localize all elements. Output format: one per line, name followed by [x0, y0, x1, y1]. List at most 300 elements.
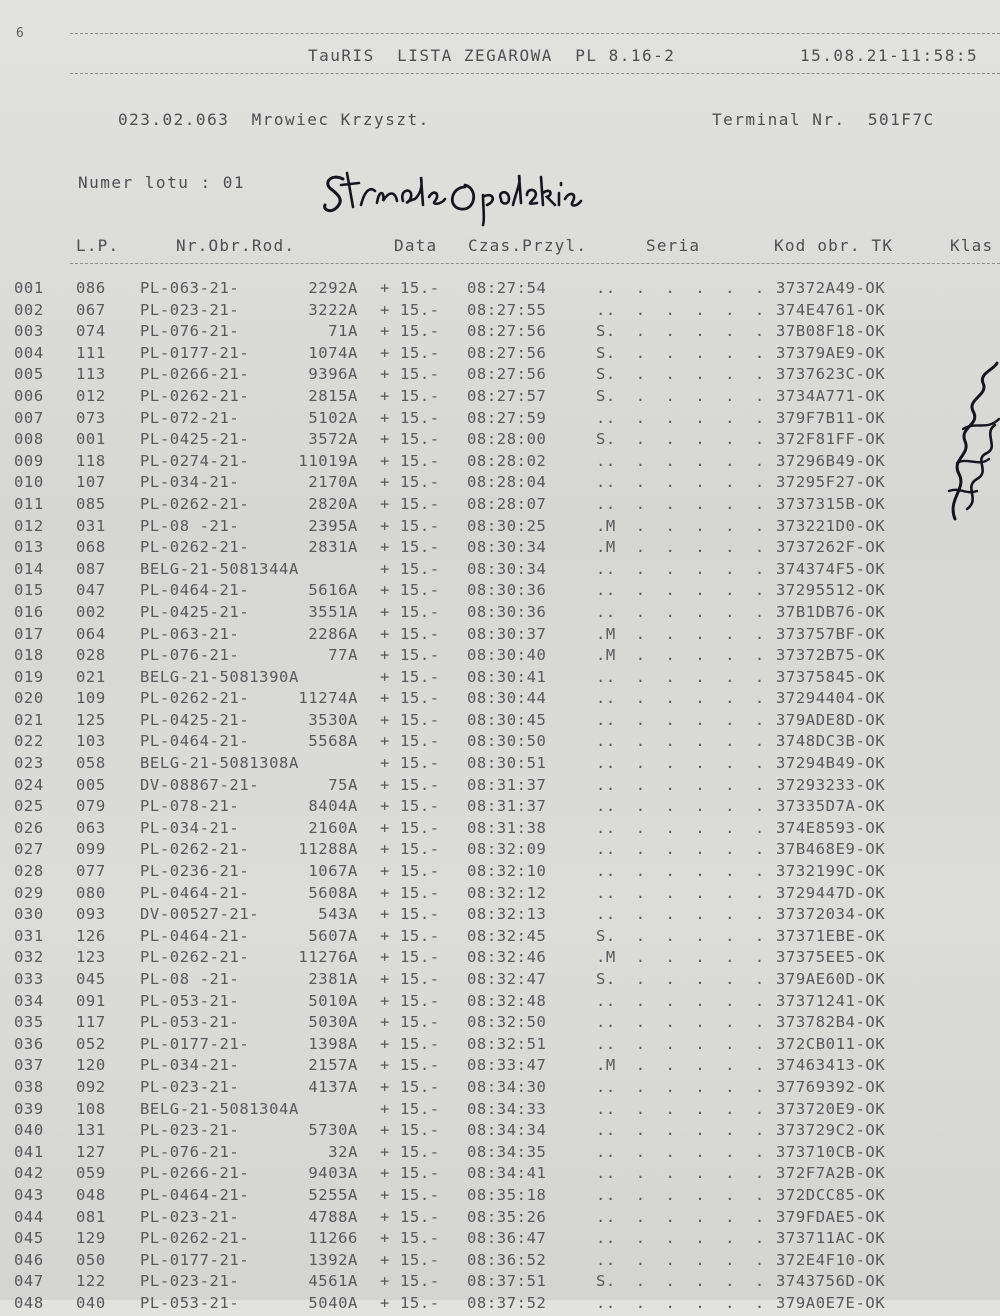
row-series: .. . . . . .	[596, 1034, 765, 1053]
row-plus-mark: +	[380, 1142, 390, 1161]
row-lp: 002	[14, 300, 44, 319]
row-date: 15.-	[400, 559, 440, 578]
table-row	[0, 797, 1000, 819]
table-row	[0, 279, 1000, 301]
row-date: 15.-	[400, 970, 440, 988]
lot-number-label: Numer lotu : 01	[78, 173, 245, 192]
row-ring-number: 5010A	[308, 991, 358, 1010]
row-ring-prefix: PL-0464-21-	[140, 1185, 250, 1204]
row-arrival-time: 08:27:59	[467, 408, 547, 427]
row-ring-number: 2815A	[308, 386, 358, 405]
row-date: 15.-	[400, 1164, 440, 1183]
row-date: 15.-	[400, 602, 440, 621]
row-lp: 007	[14, 408, 44, 427]
row-arrival-time: 08:27:57	[467, 386, 547, 405]
row-lp: 015	[14, 581, 44, 600]
row-series: .M . . . . .	[596, 538, 765, 557]
row-series: S. . . . . .	[596, 343, 765, 362]
column-header-date: Data	[394, 236, 438, 255]
row-plus-mark: +	[380, 646, 390, 665]
row-ring-prefix: PL-034-21-	[140, 473, 240, 492]
row-lp: 020	[14, 689, 44, 708]
row-code: 37295F27-OK	[776, 473, 886, 492]
row-plus-mark: +	[380, 970, 390, 988]
row-lp: 034	[14, 991, 44, 1010]
table-row	[0, 1272, 1000, 1294]
table-row	[0, 1100, 1000, 1122]
row-ring-number: 5607A	[308, 926, 358, 945]
row-lp: 040	[14, 1121, 44, 1140]
row-basket-number: 045	[76, 970, 106, 988]
row-lp: 001	[14, 279, 44, 297]
row-date: 15.-	[400, 926, 440, 945]
row-arrival-time: 08:28:04	[467, 473, 547, 492]
row-ring-number: 2292A	[308, 279, 358, 297]
row-plus-mark: +	[380, 948, 390, 967]
row-ring-number: 5568A	[308, 732, 358, 751]
table-row	[0, 905, 1000, 927]
row-ring-number: 32A	[328, 1142, 358, 1161]
row-date: 15.-	[400, 473, 440, 492]
row-basket-number: 092	[76, 1077, 106, 1096]
table-row	[0, 1143, 1000, 1165]
row-plus-mark: +	[380, 1056, 390, 1075]
row-lp: 028	[14, 862, 44, 881]
table-row	[0, 927, 1000, 949]
row-basket-number: 108	[76, 1099, 106, 1118]
row-ring-prefix: PL-023-21-	[140, 1121, 240, 1140]
row-series: .. . . . . .	[596, 754, 765, 773]
row-plus-mark: +	[380, 1034, 390, 1053]
row-plus-mark: +	[380, 386, 390, 405]
row-code: 37293233-OK	[776, 775, 886, 794]
row-code: 379ADE8D-OK	[776, 710, 886, 729]
row-ring-number: 5040A	[308, 1293, 358, 1312]
row-lp: 041	[14, 1142, 44, 1161]
row-basket-number: 120	[76, 1056, 106, 1075]
row-ring-number: 543A	[318, 905, 358, 924]
row-arrival-time: 08:31:37	[467, 775, 547, 794]
row-date: 15.-	[400, 1056, 440, 1075]
row-arrival-time: 08:30:34	[467, 559, 547, 578]
table-row	[0, 992, 1000, 1014]
row-plus-mark: +	[380, 1207, 390, 1226]
row-plus-mark: +	[380, 1229, 390, 1248]
row-date: 15.-	[400, 1077, 440, 1096]
row-lp: 017	[14, 624, 44, 643]
table-row	[0, 1208, 1000, 1230]
row-ring-prefix: PL-0262-21-	[140, 386, 250, 405]
row-plus-mark: +	[380, 775, 390, 794]
row-lp: 014	[14, 559, 44, 578]
lot-place-handwritten	[296, 148, 571, 208]
row-plus-mark: +	[380, 559, 390, 578]
table-row	[0, 409, 1000, 431]
row-ring-prefix: DV-00527-21-	[140, 905, 260, 924]
row-plus-mark: +	[380, 624, 390, 643]
row-series: .M . . . . .	[596, 624, 765, 643]
row-ring-number: 3551A	[308, 602, 358, 621]
table-row	[0, 301, 1000, 323]
row-series: .. . . . . .	[596, 1121, 765, 1140]
row-arrival-time: 08:34:30	[467, 1077, 547, 1096]
row-ring-prefix: PL-0177-21-	[140, 1250, 250, 1269]
row-plus-mark: +	[380, 991, 390, 1010]
print-datetime: 15.08.21-11:58:5	[800, 46, 979, 65]
row-basket-number: 074	[76, 322, 106, 341]
row-ring-number: 2286A	[308, 624, 358, 643]
row-date: 15.-	[400, 581, 440, 600]
row-series: .. . . . . .	[596, 1207, 765, 1226]
row-ring-prefix: BELG-21-5081344A	[140, 559, 299, 578]
row-date: 15.-	[400, 840, 440, 859]
row-basket-number: 002	[76, 602, 106, 621]
row-date: 15.-	[400, 343, 440, 362]
row-ring-number: 8404A	[308, 797, 358, 816]
row-series: .. . . . . .	[596, 494, 765, 513]
row-series: .. . . . . .	[596, 300, 765, 319]
row-basket-number: 079	[76, 797, 106, 816]
row-arrival-time: 08:32:45	[467, 926, 547, 945]
row-series: .M . . . . .	[596, 646, 765, 665]
row-ring-prefix: PL-053-21-	[140, 991, 240, 1010]
row-ring-prefix: PL-0262-21-	[140, 1229, 250, 1248]
table-row	[0, 1186, 1000, 1208]
table-row	[0, 344, 1000, 366]
row-date: 15.-	[400, 689, 440, 708]
row-plus-mark: +	[380, 516, 390, 535]
row-ring-number: 5030A	[308, 1013, 358, 1032]
row-arrival-time: 08:30:34	[467, 538, 547, 557]
row-code: 37B468E9-OK	[776, 840, 886, 859]
row-arrival-time: 08:30:50	[467, 732, 547, 751]
row-date: 15.-	[400, 732, 440, 751]
row-code: 3737315B-OK	[776, 494, 886, 513]
row-arrival-time: 08:32:10	[467, 862, 547, 881]
row-series: .. . . . . .	[596, 991, 765, 1010]
row-series: .M . . . . .	[596, 1056, 765, 1075]
row-lp: 027	[14, 840, 44, 859]
row-basket-number: 068	[76, 538, 106, 557]
row-date: 15.-	[400, 300, 440, 319]
margin-signature	[918, 340, 990, 510]
row-series: .. . . . . .	[596, 775, 765, 794]
race-clock-list	[0, 279, 1000, 1316]
row-code: 373782B4-OK	[776, 1013, 886, 1032]
row-ring-prefix: PL-0177-21-	[140, 1034, 250, 1053]
row-lp: 006	[14, 386, 44, 405]
table-row	[0, 689, 1000, 711]
column-header-class: Klas	[950, 236, 994, 255]
row-arrival-time: 08:34:34	[467, 1121, 547, 1140]
row-arrival-time: 08:30:36	[467, 581, 547, 600]
row-basket-number: 086	[76, 279, 106, 297]
row-code: 372DCC85-OK	[776, 1185, 886, 1204]
row-arrival-time: 08:37:52	[467, 1293, 547, 1312]
row-plus-mark: +	[380, 689, 390, 708]
row-plus-mark: +	[380, 926, 390, 945]
row-ring-number: 2170A	[308, 473, 358, 492]
row-ring-number: 11288A	[298, 840, 358, 859]
row-arrival-time: 08:36:47	[467, 1229, 547, 1248]
row-arrival-time: 08:33:47	[467, 1056, 547, 1075]
row-lp: 036	[14, 1034, 44, 1053]
row-ring-number: 2160A	[308, 818, 358, 837]
row-series: .. . . . . .	[596, 710, 765, 729]
table-row	[0, 1294, 1000, 1316]
table-row	[0, 538, 1000, 560]
row-code: 37295512-OK	[776, 581, 886, 600]
row-ring-prefix: PL-0236-21-	[140, 862, 250, 881]
column-header-code: Kod obr. TK	[774, 236, 894, 255]
row-series: .. . . . . .	[596, 1099, 765, 1118]
row-lp: 032	[14, 948, 44, 967]
row-basket-number: 122	[76, 1272, 106, 1291]
row-plus-mark: +	[380, 408, 390, 427]
row-lp: 003	[14, 322, 44, 341]
row-ring-number: 1398A	[308, 1034, 358, 1053]
row-plus-mark: +	[380, 538, 390, 557]
row-ring-number: 9396A	[308, 365, 358, 384]
row-date: 15.-	[400, 905, 440, 924]
row-arrival-time: 08:30:41	[467, 667, 547, 686]
row-ring-prefix: PL-0262-21-	[140, 538, 250, 557]
row-ring-number: 71A	[328, 322, 358, 341]
row-lp: 009	[14, 451, 44, 470]
row-code: 374374F5-OK	[776, 559, 886, 578]
row-series: .. . . . . .	[596, 1293, 765, 1312]
table-row	[0, 495, 1000, 517]
row-basket-number: 131	[76, 1121, 106, 1140]
row-arrival-time: 08:28:02	[467, 451, 547, 470]
row-arrival-time: 08:32:46	[467, 948, 547, 967]
row-arrival-time: 08:27:56	[467, 365, 547, 384]
row-code: 3737262F-OK	[776, 538, 886, 557]
table-row	[0, 970, 1000, 992]
row-code: 372F81FF-OK	[776, 430, 886, 449]
row-series: .. . . . . .	[596, 1164, 765, 1183]
table-row	[0, 625, 1000, 647]
row-code: 379A0E7E-OK	[776, 1293, 886, 1312]
owner-info: 023.02.063 Mrowiec Krzyszt.	[118, 110, 430, 129]
row-ring-number: 5255A	[308, 1185, 358, 1204]
row-ring-number: 5102A	[308, 408, 358, 427]
row-ring-prefix: PL-078-21-	[140, 797, 240, 816]
row-plus-mark: +	[380, 710, 390, 729]
row-plus-mark: +	[380, 1013, 390, 1032]
row-ring-number: 11276A	[298, 948, 358, 967]
row-lp: 018	[14, 646, 44, 665]
row-lp: 016	[14, 602, 44, 621]
row-plus-mark: +	[380, 905, 390, 924]
row-basket-number: 077	[76, 862, 106, 881]
row-ring-prefix: PL-08 -21-	[140, 516, 240, 535]
table-row	[0, 948, 1000, 970]
row-lp: 035	[14, 1013, 44, 1032]
row-basket-number: 001	[76, 430, 106, 449]
row-arrival-time: 08:27:55	[467, 300, 547, 319]
row-code: 373221D0-OK	[776, 516, 886, 535]
row-basket-number: 047	[76, 581, 106, 600]
row-code: 37371241-OK	[776, 991, 886, 1010]
row-plus-mark: +	[380, 473, 390, 492]
row-lp: 026	[14, 818, 44, 837]
row-series: .. . . . . .	[596, 732, 765, 751]
row-date: 15.-	[400, 667, 440, 686]
row-code: 373710CB-OK	[776, 1142, 886, 1161]
row-date: 15.-	[400, 1121, 440, 1140]
row-plus-mark: +	[380, 883, 390, 902]
row-basket-number: 005	[76, 775, 106, 794]
row-ring-prefix: PL-0464-21-	[140, 883, 250, 902]
row-date: 15.-	[400, 1185, 440, 1204]
row-date: 15.-	[400, 1293, 440, 1312]
row-plus-mark: +	[380, 1099, 390, 1118]
row-ring-prefix: PL-08 -21-	[140, 970, 240, 988]
row-plus-mark: +	[380, 1077, 390, 1096]
table-row	[0, 603, 1000, 625]
row-basket-number: 085	[76, 494, 106, 513]
row-series: S. . . . . .	[596, 386, 765, 405]
row-date: 15.-	[400, 710, 440, 729]
row-arrival-time: 08:32:51	[467, 1034, 547, 1053]
row-ring-prefix: PL-0274-21-	[140, 451, 250, 470]
row-arrival-time: 08:32:09	[467, 840, 547, 859]
table-row	[0, 517, 1000, 539]
row-series: .. . . . . .	[596, 581, 765, 600]
row-arrival-time: 08:30:37	[467, 624, 547, 643]
row-code: 37294404-OK	[776, 689, 886, 708]
row-date: 15.-	[400, 948, 440, 967]
table-row	[0, 1164, 1000, 1186]
row-plus-mark: +	[380, 430, 390, 449]
row-ring-number: 77A	[328, 646, 358, 665]
table-row	[0, 884, 1000, 906]
table-row	[0, 819, 1000, 841]
row-date: 15.-	[400, 1207, 440, 1226]
table-row	[0, 711, 1000, 733]
row-ring-prefix: PL-0177-21-	[140, 343, 250, 362]
row-basket-number: 063	[76, 818, 106, 837]
row-basket-number: 040	[76, 1293, 106, 1312]
column-header-arrival-time: Czas.Przyl.	[468, 236, 588, 255]
row-date: 15.-	[400, 408, 440, 427]
row-ring-prefix: PL-0425-21-	[140, 430, 250, 449]
row-arrival-time: 08:36:52	[467, 1250, 547, 1269]
row-basket-number: 080	[76, 883, 106, 902]
row-code: 374E4761-OK	[776, 300, 886, 319]
row-series: S. . . . . .	[596, 926, 765, 945]
row-ring-number: 4137A	[308, 1077, 358, 1096]
row-basket-number: 073	[76, 408, 106, 427]
row-ring-prefix: PL-0262-21-	[140, 948, 250, 967]
row-date: 15.-	[400, 775, 440, 794]
row-series: S. . . . . .	[596, 322, 765, 341]
row-date: 15.-	[400, 386, 440, 405]
row-code: 3743756D-OK	[776, 1272, 886, 1291]
row-series: .. . . . . .	[596, 1013, 765, 1032]
row-basket-number: 021	[76, 667, 106, 686]
row-arrival-time: 08:28:00	[467, 430, 547, 449]
row-plus-mark: +	[380, 602, 390, 621]
row-plus-mark: +	[380, 365, 390, 384]
row-basket-number: 059	[76, 1164, 106, 1183]
row-basket-number: 103	[76, 732, 106, 751]
row-ring-number: 2820A	[308, 494, 358, 513]
row-series: .. . . . . .	[596, 667, 765, 686]
row-lp: 042	[14, 1164, 44, 1183]
row-plus-mark: +	[380, 451, 390, 470]
row-basket-number: 087	[76, 559, 106, 578]
table-row	[0, 1056, 1000, 1078]
row-arrival-time: 08:34:41	[467, 1164, 547, 1183]
table-row	[0, 452, 1000, 474]
corner-mark: 6	[16, 26, 24, 41]
row-date: 15.-	[400, 538, 440, 557]
row-code: 372CB011-OK	[776, 1034, 886, 1053]
row-lp: 046	[14, 1250, 44, 1269]
row-lp: 023	[14, 754, 44, 773]
document-title: TauRIS LISTA ZEGAROWA PL 8.16-2	[308, 46, 676, 65]
row-code: 37B08F18-OK	[776, 322, 886, 341]
row-ring-prefix: PL-023-21-	[140, 1077, 240, 1096]
row-series: .. . . . . .	[596, 689, 765, 708]
row-date: 15.-	[400, 754, 440, 773]
row-series: .. . . . . .	[596, 905, 765, 924]
row-basket-number: 127	[76, 1142, 106, 1161]
row-lp: 031	[14, 926, 44, 945]
row-ring-number: 3222A	[308, 300, 358, 319]
row-date: 15.-	[400, 883, 440, 902]
row-arrival-time: 08:30:51	[467, 754, 547, 773]
row-lp: 048	[14, 1293, 44, 1312]
row-date: 15.-	[400, 516, 440, 535]
row-ring-number: 5616A	[308, 581, 358, 600]
row-series: .. . . . . .	[596, 840, 765, 859]
row-code: 373711AC-OK	[776, 1229, 886, 1248]
row-arrival-time: 08:32:48	[467, 991, 547, 1010]
row-arrival-time: 08:30:45	[467, 710, 547, 729]
table-row	[0, 581, 1000, 603]
row-ring-number: 11266	[308, 1229, 358, 1248]
row-ring-prefix: PL-053-21-	[140, 1013, 240, 1032]
table-row	[0, 646, 1000, 668]
row-code: 3734A771-OK	[776, 386, 886, 405]
row-ring-number: 1067A	[308, 862, 358, 881]
row-code: 379F7B11-OK	[776, 408, 886, 427]
row-date: 15.-	[400, 451, 440, 470]
row-ring-prefix: PL-023-21-	[140, 300, 240, 319]
row-ring-prefix: PL-0262-21-	[140, 494, 250, 513]
row-date: 15.-	[400, 1034, 440, 1053]
row-ring-number: 4561A	[308, 1272, 358, 1291]
table-row	[0, 1229, 1000, 1251]
row-code: 37371EBE-OK	[776, 926, 886, 945]
row-ring-prefix: PL-0266-21-	[140, 1164, 250, 1183]
row-plus-mark: +	[380, 1164, 390, 1183]
row-date: 15.-	[400, 1013, 440, 1032]
row-ring-prefix: PL-053-21-	[140, 1293, 240, 1312]
row-basket-number: 129	[76, 1229, 106, 1248]
table-row	[0, 1251, 1000, 1273]
row-plus-mark: +	[380, 1250, 390, 1269]
row-ring-number: 5608A	[308, 883, 358, 902]
row-ring-number: 1392A	[308, 1250, 358, 1269]
row-date: 15.-	[400, 279, 440, 297]
table-row	[0, 1013, 1000, 1035]
row-basket-number: 123	[76, 948, 106, 967]
row-series: S. . . . . .	[596, 970, 765, 988]
